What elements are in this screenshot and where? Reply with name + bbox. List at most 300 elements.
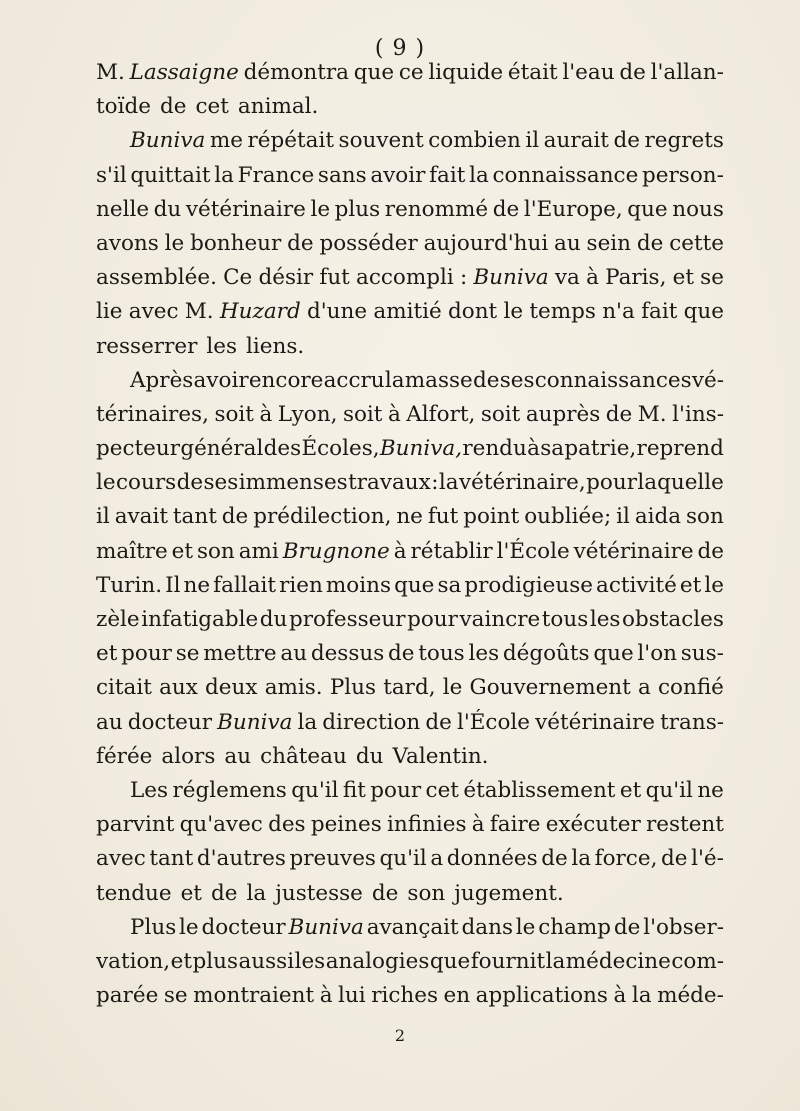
word: Les xyxy=(130,777,169,803)
word: preuves xyxy=(289,846,376,872)
word: Écoles, xyxy=(301,436,380,462)
text-line xyxy=(96,364,724,398)
word: son xyxy=(196,538,235,564)
word: des xyxy=(268,812,306,838)
word: Après xyxy=(130,367,194,393)
word: Ce xyxy=(223,265,253,291)
word: Alfort, xyxy=(406,401,476,427)
word: cet xyxy=(425,777,459,803)
word: restent xyxy=(646,812,724,838)
text-line xyxy=(96,56,724,90)
word: s'il xyxy=(96,162,127,188)
word: fournit xyxy=(470,948,546,974)
text-line xyxy=(96,877,724,911)
word: Il xyxy=(165,572,181,598)
word: l'Europe, xyxy=(523,196,623,222)
word: dégoûts xyxy=(502,641,590,667)
word: fallait xyxy=(213,572,277,598)
word: fait xyxy=(641,299,678,325)
text-line xyxy=(96,124,724,158)
word: rien xyxy=(279,572,323,598)
word: avançait xyxy=(366,914,459,940)
word: fit xyxy=(342,777,366,803)
word: infinies xyxy=(387,812,467,838)
word: mettre xyxy=(203,641,277,667)
text-line xyxy=(96,193,724,227)
word: avoir xyxy=(370,162,426,188)
word: citait xyxy=(96,675,152,701)
word: et xyxy=(679,572,702,598)
word: se xyxy=(700,265,724,291)
italic-word: Buniva, xyxy=(379,436,463,462)
word: le xyxy=(96,470,116,496)
word: la xyxy=(545,948,566,974)
word: que xyxy=(429,948,471,974)
word: la xyxy=(384,367,405,393)
text-line xyxy=(96,706,724,740)
word: montraient xyxy=(193,983,315,1009)
word: à xyxy=(586,265,599,291)
word: au xyxy=(280,641,308,667)
body-text xyxy=(96,56,724,1013)
word: person- xyxy=(642,162,724,188)
word: que xyxy=(683,299,724,325)
word: fut xyxy=(319,265,350,291)
word: obstacles xyxy=(622,607,724,632)
word: qu'avec xyxy=(179,812,263,838)
word: deux xyxy=(205,675,258,701)
word: le xyxy=(164,230,185,256)
word: vétérinaire xyxy=(573,538,694,564)
word: bonheur xyxy=(190,230,282,256)
word: à xyxy=(387,401,401,427)
text-line xyxy=(96,500,724,534)
word: encore xyxy=(248,367,324,393)
text-line xyxy=(96,774,724,808)
word: avoir xyxy=(193,367,249,393)
text-line xyxy=(96,740,724,774)
word: des xyxy=(263,436,302,462)
word: vétérinaire xyxy=(185,196,306,222)
word: de xyxy=(541,846,568,872)
word: temps xyxy=(529,299,596,325)
word: nelle xyxy=(96,196,150,222)
text-line xyxy=(96,330,724,364)
word: ne xyxy=(396,504,423,530)
word: térinaires, xyxy=(96,401,209,427)
word: vé- xyxy=(691,367,724,393)
word: parée xyxy=(96,983,159,1009)
word: parvint xyxy=(96,812,175,838)
word: se xyxy=(163,983,188,1009)
word: posséder xyxy=(319,230,418,256)
word: le xyxy=(503,299,524,325)
word: au xyxy=(224,743,252,769)
text-line xyxy=(96,671,724,705)
word: qu'il xyxy=(291,777,339,803)
word: qu'il xyxy=(645,777,693,803)
word: l'eau xyxy=(562,60,615,85)
word: et xyxy=(672,265,694,291)
word: sans xyxy=(317,162,367,188)
word: tous xyxy=(541,607,589,632)
word: de xyxy=(210,880,238,906)
word: quittait xyxy=(130,162,211,188)
word: avec xyxy=(96,846,146,872)
italic-word: Buniva xyxy=(130,128,206,154)
word: général xyxy=(180,436,264,462)
word: plus xyxy=(334,196,381,222)
text-line xyxy=(96,569,724,603)
word: établissement xyxy=(463,777,616,803)
word: de xyxy=(425,709,452,735)
word: oubliée; xyxy=(524,504,612,530)
word: férée xyxy=(96,743,153,769)
page-number: ( 9 ) xyxy=(374,36,426,61)
italic-word: Buniva xyxy=(217,709,293,735)
word: Plus xyxy=(329,675,377,701)
word: données xyxy=(446,846,538,872)
word: combien xyxy=(428,128,521,154)
word: vation, xyxy=(96,948,171,974)
word: assemblée. xyxy=(96,265,217,291)
word: regrets xyxy=(644,128,724,154)
text-line xyxy=(96,295,724,329)
word: riches xyxy=(371,983,438,1009)
word: cours xyxy=(116,470,177,496)
word: la xyxy=(214,162,234,188)
italic-word: Buniva xyxy=(473,265,549,291)
word: les xyxy=(294,948,326,974)
word: reprend xyxy=(636,436,724,462)
word: en xyxy=(443,983,471,1009)
word: Valentin. xyxy=(392,743,489,769)
word: tant xyxy=(149,846,194,872)
word: pecteur xyxy=(96,436,181,462)
word: l'é- xyxy=(691,846,724,872)
word: activité xyxy=(596,572,677,598)
word: au xyxy=(96,709,123,735)
word: vétérinaire, xyxy=(458,470,586,496)
word: que xyxy=(627,196,668,222)
word: : xyxy=(459,265,468,291)
word: soit xyxy=(480,401,521,427)
italic-word: Brugnone xyxy=(282,538,390,564)
word: le xyxy=(179,914,199,940)
word: masse xyxy=(404,367,473,393)
word: sa xyxy=(540,436,565,462)
word: docteur xyxy=(127,709,212,735)
word: alors xyxy=(161,743,216,769)
word: avons xyxy=(96,230,159,256)
word: champ xyxy=(538,914,612,940)
word: de xyxy=(473,367,500,393)
text-line xyxy=(96,535,724,569)
word: avait xyxy=(114,504,168,530)
word: Lyon, xyxy=(277,401,338,427)
word: soit xyxy=(342,401,383,427)
word: de xyxy=(492,196,520,222)
word: et xyxy=(170,948,192,974)
word: M. xyxy=(96,60,125,85)
word: ne xyxy=(697,777,724,803)
text-line xyxy=(96,227,724,261)
word: patrie, xyxy=(564,436,637,462)
word: Turin. xyxy=(96,572,163,598)
word: de xyxy=(159,94,187,120)
italic-word: Huzard xyxy=(219,299,301,325)
word: a xyxy=(637,675,651,701)
word: a xyxy=(430,846,444,872)
word: point xyxy=(463,504,520,530)
word: pour xyxy=(121,641,172,667)
word: ne xyxy=(183,572,211,598)
word: à xyxy=(527,436,540,462)
word: de xyxy=(660,846,688,872)
word: cette xyxy=(669,230,724,256)
word: lui xyxy=(338,983,366,1009)
text-line xyxy=(96,637,724,671)
word: et xyxy=(171,538,194,564)
word: prédilection, xyxy=(253,504,392,530)
text-line xyxy=(96,808,724,842)
word: la xyxy=(571,846,592,872)
word: France xyxy=(237,162,315,188)
word: les xyxy=(589,607,621,632)
word: ses xyxy=(203,470,239,496)
word: à xyxy=(471,812,485,838)
word: moins xyxy=(325,572,391,598)
word: liens. xyxy=(246,333,305,359)
word: le xyxy=(704,572,724,598)
word: peines xyxy=(310,812,382,838)
text-line xyxy=(96,90,724,124)
word: accompli xyxy=(356,265,454,291)
word: le xyxy=(515,914,536,940)
word: aux xyxy=(159,675,198,701)
word: amis. xyxy=(264,675,323,701)
word: à xyxy=(319,983,333,1009)
word: l'allan- xyxy=(650,60,724,85)
word: resserrer xyxy=(96,333,198,359)
word: n'a xyxy=(602,299,635,325)
word: travaux xyxy=(348,470,431,496)
word: sa xyxy=(437,572,462,598)
word: le xyxy=(310,196,331,222)
word: dessus xyxy=(310,641,385,667)
word: rétablir xyxy=(410,538,493,564)
word: avec xyxy=(128,299,179,325)
word: à xyxy=(613,983,627,1009)
word: ami xyxy=(238,538,279,564)
word: du xyxy=(153,196,182,222)
word: aurait xyxy=(543,128,609,154)
word: va xyxy=(554,265,580,291)
word: exécuter xyxy=(545,812,641,838)
word: aussi xyxy=(238,948,295,974)
word: sein xyxy=(586,230,632,256)
word: et xyxy=(96,641,118,667)
word: l'École xyxy=(496,538,570,564)
word: de xyxy=(388,641,415,667)
word: toïde xyxy=(96,94,151,120)
word: tendue xyxy=(96,880,172,906)
word: réglemens xyxy=(172,777,287,803)
word: aujourd'hui xyxy=(423,230,549,256)
word: cet xyxy=(195,94,229,120)
word: jugement. xyxy=(454,880,564,906)
word: château xyxy=(260,743,347,769)
word: les xyxy=(468,641,500,667)
word: répétait xyxy=(247,128,334,154)
word: la xyxy=(246,880,267,906)
word: d'une xyxy=(307,299,368,325)
text-line xyxy=(96,979,724,1013)
word: : xyxy=(431,470,439,496)
word: désir xyxy=(258,265,314,291)
word: l'École xyxy=(456,709,531,735)
word: le xyxy=(442,675,463,701)
word: direction xyxy=(322,709,421,735)
word: à xyxy=(393,538,407,564)
word: que xyxy=(394,572,435,598)
word: analogies xyxy=(325,948,430,974)
word: les xyxy=(206,333,238,359)
word: amitié xyxy=(373,299,442,325)
word: la xyxy=(631,983,652,1009)
word: infatigable xyxy=(141,607,259,632)
italic-word: Buniva xyxy=(288,914,364,940)
word: ce xyxy=(398,60,424,85)
word: son xyxy=(407,880,446,906)
word: lie xyxy=(96,299,123,325)
word: que xyxy=(353,60,395,85)
word: professeur xyxy=(288,607,406,632)
word: Paris, xyxy=(605,265,667,291)
word: soit xyxy=(214,401,254,427)
word: animal. xyxy=(237,94,319,120)
text-line xyxy=(96,603,724,637)
word: au xyxy=(554,230,581,256)
text-line xyxy=(96,842,724,876)
word: qu'il xyxy=(379,846,427,872)
word: tant xyxy=(172,504,217,530)
word: d'autres xyxy=(196,846,286,872)
word: liquide xyxy=(428,60,504,85)
word: fait xyxy=(429,162,466,188)
word: aida xyxy=(634,504,682,530)
word: vétérinaire xyxy=(535,709,656,735)
word: dont xyxy=(447,299,498,325)
signature-mark: 2 xyxy=(394,1026,406,1045)
word: du xyxy=(259,607,288,632)
word: connaissances xyxy=(534,367,692,393)
word: M. xyxy=(637,401,667,427)
word: tous xyxy=(418,641,465,667)
word: confié xyxy=(657,675,724,701)
word: il xyxy=(525,128,540,154)
word: faire xyxy=(489,812,541,838)
word: applications xyxy=(475,983,608,1009)
word: docteur xyxy=(201,914,286,940)
word: connaissance xyxy=(492,162,639,188)
word: Plus xyxy=(130,914,177,940)
word: auprès xyxy=(525,401,601,427)
word: accru xyxy=(323,367,385,393)
word: l'ins- xyxy=(672,401,724,427)
word: à xyxy=(259,401,273,427)
text-line xyxy=(96,432,724,466)
word: rendu xyxy=(462,436,527,462)
word: nous xyxy=(672,196,724,222)
word: plus xyxy=(192,948,238,974)
word: trans- xyxy=(660,709,724,735)
text-line xyxy=(96,159,724,193)
word: dans xyxy=(461,914,513,940)
text-line xyxy=(96,261,724,295)
word: M. xyxy=(184,299,214,325)
word: la xyxy=(469,162,489,188)
italic-word: Lassaigne xyxy=(129,60,239,85)
text-line xyxy=(96,911,724,945)
word: l'obser- xyxy=(643,914,724,940)
text-line xyxy=(96,398,724,432)
word: du xyxy=(355,743,384,769)
word: démontra xyxy=(243,60,349,85)
word: immenses xyxy=(238,470,348,496)
word: de xyxy=(287,230,314,256)
word: médecine xyxy=(565,948,671,974)
word: pour xyxy=(370,777,422,803)
word: maître xyxy=(96,538,168,564)
word: force, xyxy=(594,846,658,872)
word: me xyxy=(209,128,243,154)
word: de xyxy=(605,401,633,427)
word: se xyxy=(175,641,200,667)
word: de xyxy=(619,60,646,85)
word: son xyxy=(686,504,724,530)
word: et xyxy=(619,777,642,803)
word: pour xyxy=(407,607,458,632)
word: il xyxy=(96,504,110,530)
word: l'on xyxy=(637,641,677,667)
word: méde- xyxy=(657,983,724,1009)
word: renommé xyxy=(384,196,489,222)
word: de xyxy=(697,538,724,564)
word: com- xyxy=(671,948,724,974)
word: sus- xyxy=(680,641,724,667)
word: fut xyxy=(427,504,459,530)
word: de xyxy=(371,880,399,906)
word: il xyxy=(616,504,630,530)
word: de xyxy=(176,470,204,496)
text-line xyxy=(96,945,724,979)
word: de xyxy=(636,230,664,256)
word: vaincre xyxy=(459,607,541,632)
word: tard, xyxy=(383,675,436,701)
word: de xyxy=(613,914,641,940)
word: la xyxy=(297,709,318,735)
word: Gouvernement xyxy=(469,675,631,701)
word: de xyxy=(221,504,249,530)
word: laquelle xyxy=(637,470,724,496)
word: pour xyxy=(586,470,637,496)
word: justesse xyxy=(275,880,363,906)
word: prodigieuse xyxy=(464,572,593,598)
word: ses xyxy=(499,367,535,393)
word: zèle xyxy=(96,607,140,632)
word: souvent xyxy=(338,128,424,154)
